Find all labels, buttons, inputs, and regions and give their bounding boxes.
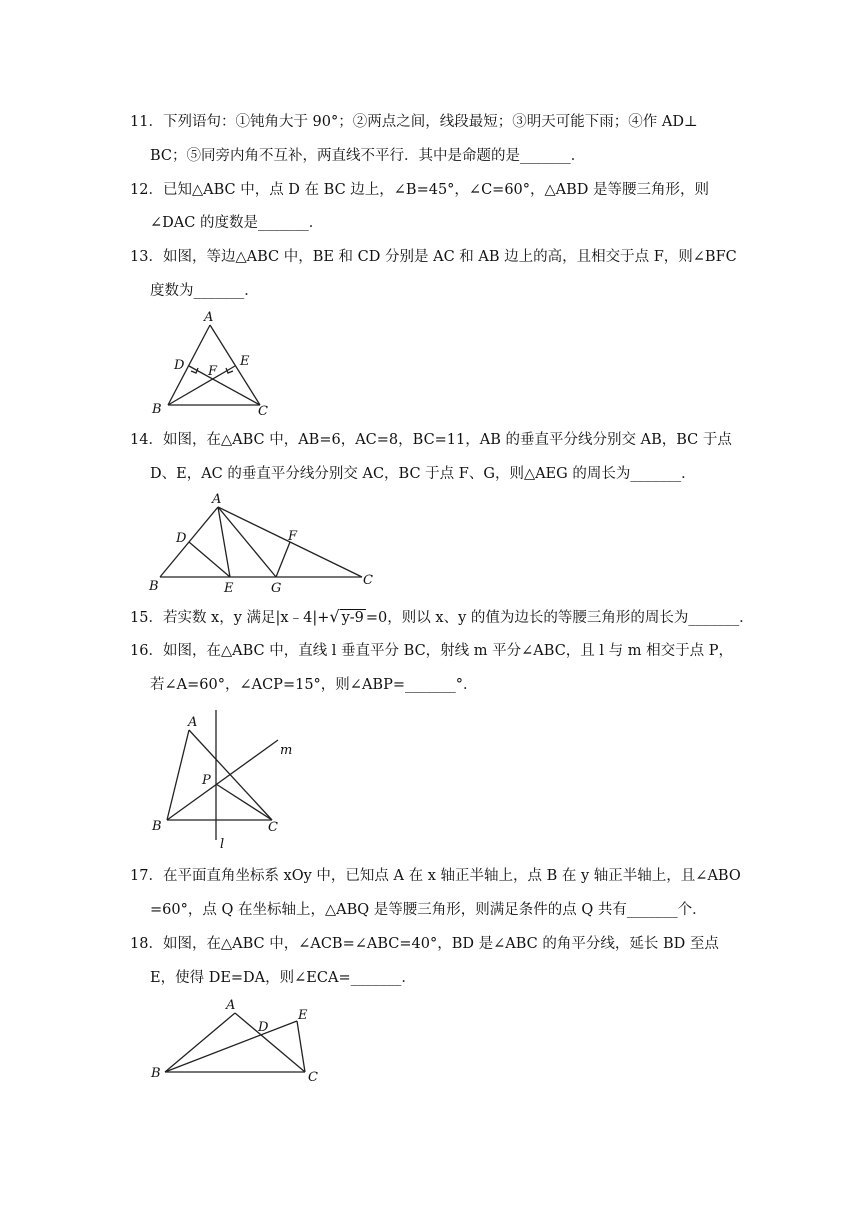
- q13-label-4: B: [152, 402, 162, 417]
- q15-radicand: y-9: [341, 610, 364, 626]
- q12-line1: 12．已知△ABC 中，点 D 在 BC 边上，∠B=45°，∠C=60°，△ABD 是等腰三角形，则: [130, 182, 710, 198]
- q14-label-4: E: [224, 581, 234, 596]
- q13-figure: [140, 305, 300, 420]
- q13-line1: 13．如图，等边△ABC 中，BE 和 CD 分别是 AC 和 AB 边上的高，且相交于点 F，则∠BFC: [130, 249, 737, 265]
- q16-line2: 若∠A=60°，∠ACP=15°，则∠ABP=_______°．: [150, 677, 478, 693]
- q13-line2: 度数为_______．: [150, 283, 259, 299]
- q18-line1: 18．如图，在△ABC 中，∠ACB=∠ABC=40°，BD 是∠ABC 的角平分线，延长 BD 至点: [130, 936, 719, 952]
- q18-label-1: D: [258, 1020, 269, 1035]
- q13-label-5: C: [258, 404, 268, 419]
- q14-label-5: G: [271, 581, 282, 596]
- q15-text-before: 15．若实数 x，y 满足|x﹣4|+: [130, 610, 330, 626]
- q12-line2: ∠DAC 的度数是_______．: [150, 215, 324, 231]
- q14-label-0: A: [212, 492, 222, 507]
- q14-label-3: B: [149, 579, 159, 594]
- q18-label-0: A: [226, 998, 236, 1013]
- q14-label-2: F: [288, 529, 298, 544]
- q11-line2: BC；⑤同旁内角不互补，两直线不平行．其中是命题的是_______．: [150, 148, 586, 164]
- q15-text-after: =0，则以 x、y 的值为边长的等腰三角形的周长为_______．: [365, 610, 754, 626]
- q13-label-3: F: [208, 364, 218, 379]
- q16-label-5: l: [220, 837, 225, 852]
- q16-label-3: B: [152, 819, 162, 834]
- q16-line1: 16．如图，在△ABC 中，直线 l 垂直平分 BC，射线 m 平分∠ABC，且 l 与 m 相交于点 P，: [130, 643, 733, 659]
- q18-figure: [140, 995, 340, 1090]
- q17-line1: 17．在平面直角坐标系 xOy 中，已知点 A 在 x 轴正半轴上，点 B 在 y 轴正半轴上，且∠ABO: [130, 868, 741, 884]
- q14-figure-svg: [140, 490, 390, 600]
- q13-label-2: E: [240, 354, 250, 369]
- q18-label-4: C: [308, 1070, 318, 1085]
- q17-line2: =60°，点 Q 在坐标轴上，△ABQ 是等腰三角形，则满足条件的点 Q 共有_______个．: [150, 902, 707, 918]
- q16-figure: [140, 700, 310, 855]
- q18-line2: E，使得 DE=DA，则∠ECA=_______．: [150, 970, 416, 986]
- q14-label-6: C: [363, 573, 373, 588]
- q16-figure-svg: [140, 700, 310, 855]
- sqrt-icon: √: [329, 607, 340, 626]
- q18-figure-svg: [140, 995, 340, 1090]
- q13-label-0: A: [204, 310, 214, 325]
- q18-label-2: E: [298, 1008, 308, 1023]
- q14-figure: [140, 490, 390, 600]
- q15-line: [130, 607, 754, 628]
- q14-line2: D、E，AC 的垂直平分线分别交 AC，BC 于点 F、G，则△AEG 的周长为_______．: [150, 466, 696, 482]
- q13-figure-svg: [140, 305, 300, 420]
- q16-label-1: m: [280, 743, 293, 758]
- q16-label-2: P: [202, 773, 211, 788]
- q14-line1: 14．如图，在△ABC 中，AB=6，AC=8，BC=11，AB 的垂直平分线分别交 AB，BC 于点: [130, 432, 732, 448]
- q13-label-1: D: [174, 358, 185, 373]
- q14-label-1: D: [176, 531, 187, 546]
- q18-label-3: B: [151, 1066, 161, 1081]
- q16-label-0: A: [188, 715, 198, 730]
- q16-label-4: C: [268, 820, 278, 835]
- q11-line1: 11．下列语句：①钝角大于 90°；②两点之间，线段最短；③明天可能下雨；④作 AD⊥: [130, 114, 698, 130]
